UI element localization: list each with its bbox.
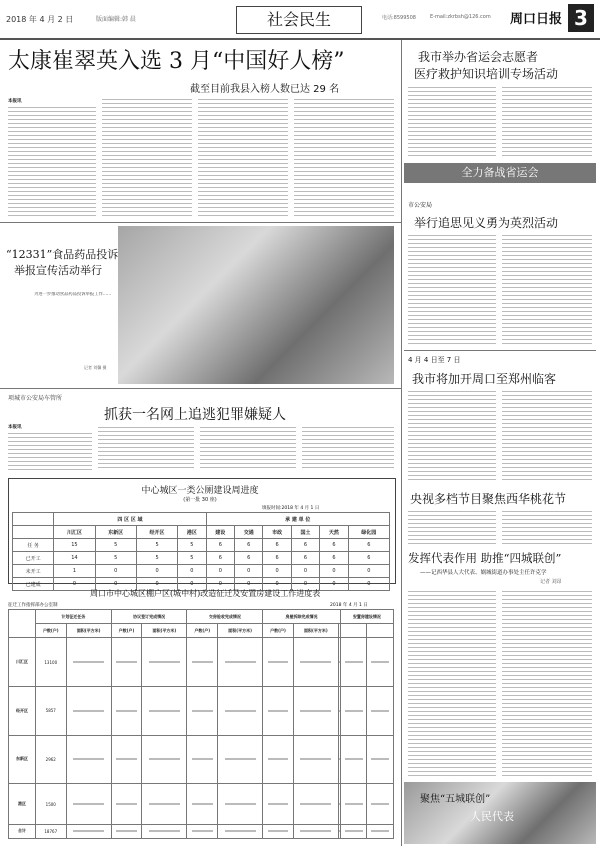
right-text-1a <box>408 84 496 156</box>
district-label: 川汇区 <box>9 638 36 687</box>
plan-households: 1500 <box>36 784 67 825</box>
police-kicker: 项城市公安局车管所 <box>8 395 63 402</box>
table-cell <box>187 824 218 838</box>
table-cell <box>218 735 263 784</box>
police-text-col3 <box>200 424 296 470</box>
table-cell: 6 <box>263 552 291 565</box>
table-cell <box>218 638 263 687</box>
right-headline-1b: 医疗救护知识培训专场活动 <box>414 67 559 81</box>
col-header: 交通 <box>235 526 263 539</box>
table-cell: 0 <box>136 565 177 578</box>
table-cell: 0 <box>263 578 291 591</box>
right-headline-2: 举行追思见义勇为英烈活动 <box>414 216 559 230</box>
table-cell <box>218 686 263 735</box>
table-cell <box>293 638 338 687</box>
table-cell <box>187 735 218 784</box>
table-row <box>9 686 394 735</box>
right-text-4a <box>408 508 496 546</box>
page-number: 3 <box>568 4 594 32</box>
contact-phone: 电话:8599508 <box>382 15 416 21</box>
table-row <box>9 735 394 784</box>
table-cell: 5 <box>95 539 136 552</box>
section-banner: 全力备战省运会 <box>404 163 596 183</box>
photo-caption-text: 为进一步推动食品药品投诉举报工作…… <box>34 292 112 297</box>
police-text-col1 <box>8 430 92 470</box>
table-cell <box>218 824 263 838</box>
table-cell <box>142 686 187 735</box>
table-cell <box>263 784 294 825</box>
table-cell <box>367 735 394 784</box>
table-cell: 5 <box>178 552 206 565</box>
table-cell <box>367 784 394 825</box>
news-photo <box>84 226 394 384</box>
table-cell: 0 <box>291 565 319 578</box>
divider <box>404 350 596 351</box>
lead-byline: 本报讯 <box>8 99 22 104</box>
table-cell: 5 <box>136 539 177 552</box>
table1-filled-date: 填报时间:2018 年 4 月 1 日 <box>262 506 320 511</box>
district-label: 经开区 <box>9 686 36 735</box>
col-header: 川汇区 <box>54 526 95 539</box>
photo-title-line2: 举报宣传活动举行 <box>14 264 102 277</box>
lead-text-col4 <box>294 96 394 216</box>
table1-title: 中心城区一类公厕建设周进度 <box>141 486 259 496</box>
col-header: 建设 <box>206 526 234 539</box>
plan-households: 18767 <box>36 824 67 838</box>
col-header: 绿化园 <box>348 526 389 539</box>
table-cell: 15 <box>54 539 95 552</box>
newspaper-logo: 周口日报 <box>510 12 563 27</box>
table-row <box>9 638 394 687</box>
table-cell: 6 <box>348 539 389 552</box>
right-text-2a <box>408 232 496 344</box>
table-cell: 6 <box>263 539 291 552</box>
right-subtitle-5: ——记西华县人大代表、娲城街道办事处主任许克学 <box>420 570 547 576</box>
police-headline: 抓获一名网上追逃犯罪嫌疑人 <box>104 407 286 423</box>
shantytown-progress-table: 计划征迁任务 协议签订完成情况 交房验收完成情况 房屋拆除完成情况 安置房建设情况 户数(户) 面积(平方米) 户数(户) 面积(平方米) 户数(户) 面积(平方米) 户数(户) 面积(平方米) 川汇区 13100 经开区 5857 东新区 2962 港区 1500 合计 18767 <box>8 609 394 839</box>
table-row <box>13 552 390 565</box>
table-cell: 6 <box>206 552 234 565</box>
table-cell <box>263 686 294 735</box>
table-cell: 0 <box>263 565 291 578</box>
district-label: 合计 <box>9 824 36 838</box>
right-date-3: 4 月 4 日至 7 日 <box>408 356 461 364</box>
table-cell <box>187 686 218 735</box>
table-cell <box>111 638 142 687</box>
table-cell <box>66 638 111 687</box>
col-housing: 安置房建设情况 <box>340 610 393 624</box>
right-credit-5: 记者 刘昂 <box>540 579 562 585</box>
section-title: 社会民生 <box>236 6 362 34</box>
table2-title: 周口市中心城区棚户区(城中村)改造征迁及安置房建设工作进度表 <box>90 589 321 598</box>
table-cell <box>263 638 294 687</box>
lead-text-col2 <box>102 96 192 216</box>
table1-subtitle: (第一批 30 座) <box>183 497 217 503</box>
table-cell: 6 <box>291 539 319 552</box>
table-cell: 0 <box>320 565 348 578</box>
table-cell <box>367 686 394 735</box>
table-cell <box>293 686 338 735</box>
table-cell <box>340 686 367 735</box>
table2-date: 2018 年 4 月 1 日 <box>330 603 368 608</box>
table-cell <box>293 735 338 784</box>
photo-title-line1: “12331”食品药品投诉 <box>6 248 119 261</box>
edition-editor: 版面编辑:韩 晨 <box>96 16 136 23</box>
table-cell <box>66 686 111 735</box>
table-cell: 0 <box>235 578 263 591</box>
col-header: 国土 <box>291 526 319 539</box>
row-label: 已开工 <box>13 552 54 565</box>
group-districts: 四 区 区 域 <box>54 513 206 526</box>
table-cell: 0 <box>348 578 389 591</box>
table-cell <box>111 824 142 838</box>
table-cell: 6 <box>320 539 348 552</box>
table-cell: 1 <box>54 565 95 578</box>
table-cell <box>340 638 367 687</box>
table-cell <box>293 784 338 825</box>
table-cell <box>111 686 142 735</box>
table-cell <box>142 784 187 825</box>
table-cell: 0 <box>291 578 319 591</box>
table-cell <box>263 824 294 838</box>
divider <box>0 388 401 389</box>
lead-subtitle: 截至目前我县入榜人数已达 29 名 <box>190 84 340 95</box>
police-byline: 本报讯 <box>8 425 22 430</box>
right-kicker-2: 市公安局 <box>408 202 433 209</box>
table2-office: 征迁工作指挥部办公室制 <box>8 603 58 608</box>
table-cell <box>187 784 218 825</box>
table-cell: 6 <box>320 552 348 565</box>
table-cell: 0 <box>235 565 263 578</box>
table-cell: 0 <box>206 565 234 578</box>
table-cell: 5 <box>136 552 177 565</box>
table-cell <box>142 735 187 784</box>
police-text-col2 <box>98 424 194 470</box>
plan-households: 13100 <box>36 638 67 687</box>
table-cell <box>340 784 367 825</box>
table-row <box>9 784 394 825</box>
col-header: 市政 <box>263 526 291 539</box>
col-header: 东新区 <box>95 526 136 539</box>
col-demolition: 房屋拆除完成情况 <box>263 610 341 624</box>
table-cell <box>66 735 111 784</box>
table-cell: 0 <box>54 578 95 591</box>
table-cell: 0 <box>178 578 206 591</box>
table-cell: 6 <box>206 539 234 552</box>
row-label: 已建成 <box>13 578 54 591</box>
table-cell: 6 <box>235 539 263 552</box>
group-units: 承 建 单 位 <box>206 513 389 526</box>
table-cell <box>66 824 111 838</box>
table-cell <box>142 824 187 838</box>
table-cell <box>111 735 142 784</box>
col-agreement: 协议签订完成情况 <box>111 610 187 624</box>
right-text-4b <box>502 508 592 546</box>
toilet-progress-table <box>12 512 390 591</box>
masthead <box>0 0 600 40</box>
lead-text-col1 <box>8 104 96 216</box>
table-cell <box>293 824 338 838</box>
issue-date: 2018 年 4 月 2 日 <box>6 15 74 24</box>
col-header: 经开区 <box>136 526 177 539</box>
table-cell <box>263 735 294 784</box>
table-row <box>9 824 394 838</box>
right-text-3a <box>408 388 496 480</box>
plan-households: 2962 <box>36 735 67 784</box>
table-cell: 0 <box>136 578 177 591</box>
photo-credit: 记者 刘馨 摄 <box>84 365 107 370</box>
column-divider <box>401 40 402 846</box>
table-cell <box>340 735 367 784</box>
lead-headline: 太康崔翠英入选 3 月“中国好人榜” <box>8 49 345 74</box>
table-cell: 5 <box>95 552 136 565</box>
table-cell <box>367 824 394 838</box>
table-row <box>13 565 390 578</box>
table-cell: 0 <box>95 578 136 591</box>
table-cell <box>218 784 263 825</box>
table-cell <box>187 638 218 687</box>
table-row <box>13 539 390 552</box>
table-cell: 0 <box>178 565 206 578</box>
row-label: 未开工 <box>13 565 54 578</box>
right-text-5a <box>408 588 496 776</box>
col-header: 港区 <box>178 526 206 539</box>
right-headline-5: 发挥代表作用 助推“四城联创” <box>408 551 562 565</box>
right-headline-3: 我市将加开周口至郑州临客 <box>412 372 557 386</box>
right-text-5b <box>502 588 592 776</box>
row-label: 任 务 <box>13 539 54 552</box>
table-cell: 0 <box>320 578 348 591</box>
table-cell <box>340 824 367 838</box>
district-label: 东新区 <box>9 735 36 784</box>
contact-email: E-mail:zkrbsh@126.com <box>430 14 491 20</box>
col-handover: 交房验收完成情况 <box>187 610 263 624</box>
right-text-2b <box>502 232 592 344</box>
right-headline-1a: 我市举办省运会志愿者 <box>418 50 539 64</box>
table-cell <box>142 638 187 687</box>
table-cell: 0 <box>95 565 136 578</box>
table-cell: 0 <box>348 565 389 578</box>
divider <box>0 222 401 223</box>
table-cell: 6 <box>348 552 389 565</box>
district-label: 港区 <box>9 784 36 825</box>
table-cell: 14 <box>54 552 95 565</box>
right-headline-6b: 人民代表 <box>470 810 514 823</box>
col-plan: 计划征迁任务 <box>36 610 112 624</box>
table-cell <box>111 784 142 825</box>
table-cell: 6 <box>291 552 319 565</box>
right-headline-4: 央视多档节目聚焦西华桃花节 <box>410 492 567 506</box>
right-headline-6: 聚焦“五城联创” <box>420 794 491 805</box>
col-header: 天然 <box>320 526 348 539</box>
table-cell: 6 <box>235 552 263 565</box>
table-cell <box>66 784 111 825</box>
table-cell: 0 <box>206 578 234 591</box>
plan-households: 5857 <box>36 686 67 735</box>
right-text-1b <box>502 84 592 156</box>
police-text-col4 <box>302 424 394 470</box>
table-cell: 5 <box>178 539 206 552</box>
table-cell <box>367 638 394 687</box>
right-text-3b <box>502 388 592 480</box>
lead-text-col3 <box>198 96 288 216</box>
